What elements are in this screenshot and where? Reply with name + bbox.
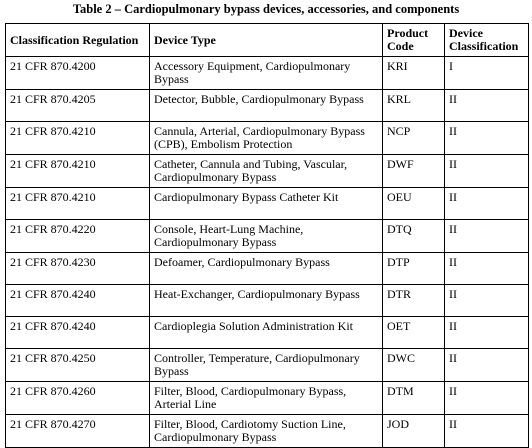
cell-regulation: 21 CFR 870.4210 [6,122,150,155]
devices-table [5,23,529,448]
cell-device-type: Cardioplegia Solution Administration Kit [150,317,383,349]
cell-classification: II [445,285,529,317]
cell-regulation: 21 CFR 870.4240 [6,285,150,317]
cell-regulation: 21 CFR 870.4210 [6,155,150,188]
cell-classification: II [445,415,529,448]
cell-regulation: 21 CFR 870.4260 [6,382,150,415]
table-header [6,24,529,57]
table-row [6,57,529,90]
cell-product-code: NCP [383,122,445,155]
table-caption: Table 2 – Cardiopulmonary bypass devices, accessories, and components [72,2,460,16]
table-row [6,317,529,349]
cell-classification: II [445,122,529,155]
table-row [6,220,529,253]
cell-device-type: Cannula, Arterial, Cardiopulmonary Bypass (CPB), Embolism Protection [150,122,383,155]
cell-classification: II [445,382,529,415]
cell-product-code: DTQ [383,220,445,253]
header-device-type: Device Type [150,24,383,57]
table-row [6,285,529,317]
cell-product-code: DTR [383,285,445,317]
cell-classification: II [445,188,529,220]
cell-classification: II [445,90,529,122]
table-row [6,415,529,448]
cell-device-type: Cardiopulmonary Bypass Catheter Kit [150,188,383,220]
table-row [6,253,529,285]
cell-regulation: 21 CFR 870.4205 [6,90,150,122]
cell-product-code: DTM [383,382,445,415]
cell-device-type: Filter, Blood, Cardiopulmonary Bypass, Arterial Line [150,382,383,415]
cell-product-code: OET [383,317,445,349]
cell-product-code: JOD [383,415,445,448]
table-row [6,155,529,188]
cell-regulation: 21 CFR 870.4220 [6,220,150,253]
cell-regulation: 21 CFR 870.4250 [6,349,150,382]
cell-regulation: 21 CFR 870.4210 [6,188,150,220]
cell-classification: II [445,349,529,382]
table-row [6,188,529,220]
cell-classification: II [445,155,529,188]
cell-product-code: DTP [383,253,445,285]
cell-product-code: OEU [383,188,445,220]
cell-device-type: Catheter, Cannula and Tubing, Vascular, Cardiopulmonary Bypass [150,155,383,188]
cell-device-type: Detector, Bubble, Cardiopulmonary Bypass [150,90,383,122]
header-device-classification: Device Classification [445,24,529,57]
cell-device-type: Heat-Exchanger, Cardiopulmonary Bypass [150,285,383,317]
table-row [6,349,529,382]
header-row [6,24,529,57]
cell-regulation: 21 CFR 870.4230 [6,253,150,285]
cell-device-type: Filter, Blood, Cardiotomy Suction Line, Cardiopulmonary Bypass [150,415,383,448]
cell-regulation: 21 CFR 870.4240 [6,317,150,349]
cell-classification: II [445,253,529,285]
cell-product-code: KRL [383,90,445,122]
cell-classification: I [445,57,529,90]
header-classification-regulation: Classification Regulation [6,24,150,57]
cell-product-code: DWC [383,349,445,382]
table-body [6,57,529,448]
table-row [6,122,529,155]
cell-classification: II [445,317,529,349]
cell-device-type: Accessory Equipment, Cardiopulmonary Bypass [150,57,383,90]
table-row [6,382,529,415]
cell-classification: II [445,220,529,253]
cell-product-code: DWF [383,155,445,188]
cell-device-type: Controller, Temperature, Cardiopulmonary Bypass [150,349,383,382]
table-row [6,90,529,122]
header-product-code: Product Code [383,24,445,57]
cell-regulation: 21 CFR 870.4200 [6,57,150,90]
cell-product-code: KRI [383,57,445,90]
cell-regulation: 21 CFR 870.4270 [6,415,150,448]
cell-device-type: Console, Heart-Lung Machine, Cardiopulmonary Bypass [150,220,383,253]
cell-device-type: Defoamer, Cardiopulmonary Bypass [150,253,383,285]
